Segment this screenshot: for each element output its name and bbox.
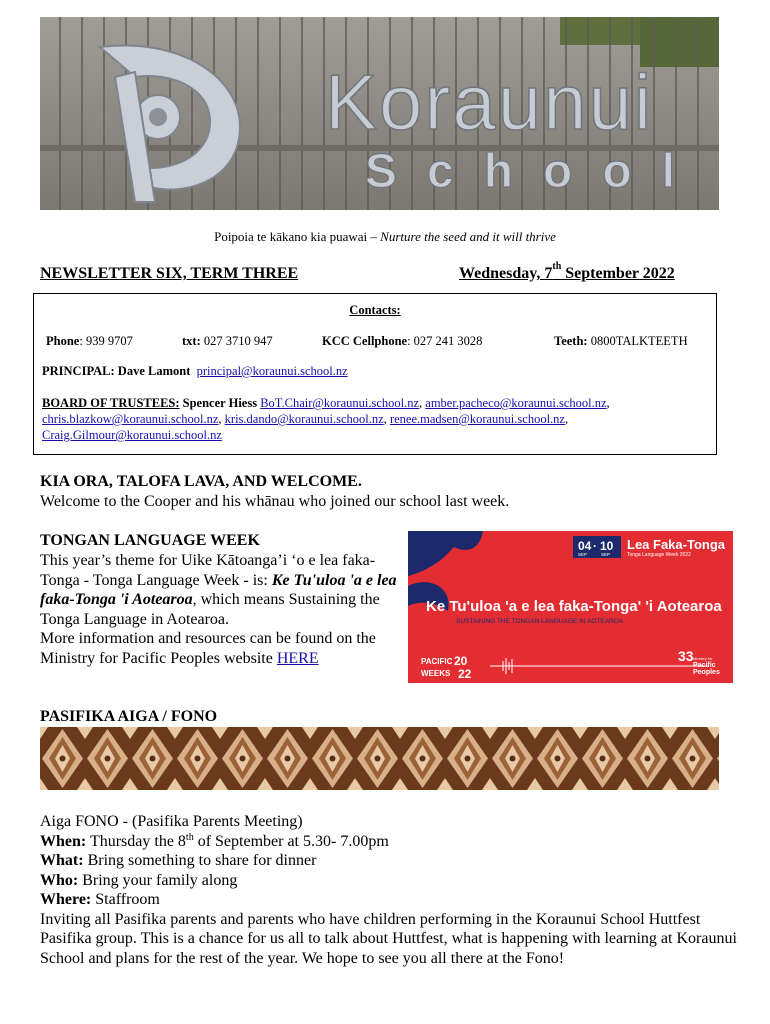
pacific-weeks-year-2: 22 xyxy=(458,667,472,681)
poster-month-start: SEP xyxy=(578,552,588,557)
fono-paragraph: Inviting all Pasifika parents and parents who have children performing in the Koraunui School Huttfest Pasifika group. This is a chance for us all to talk about Huttfest, what is happening with learning at Koraunui School and plans for the rest of the year. We hope to see you all there at the Fono! xyxy=(40,910,737,967)
kcc-label: KCC Cellphone xyxy=(322,334,408,348)
tongan-more-info: More information and resources can be found on the Ministry for Pacific Peoples website xyxy=(40,630,376,667)
fono-where xyxy=(40,890,740,910)
tongan-intro: This year’s theme for Uike Kātoanga’i ‘o e lea faka-Tonga - Tonga Language Week - is: xyxy=(40,552,376,589)
fono-intro: Aiga FONO - (Pasifika Parents Meeting) xyxy=(40,813,303,830)
ministry-text-3: Peoples xyxy=(693,669,720,676)
poster-subtitle: Tonga Language Week 2022 xyxy=(627,552,691,558)
ministry-text-1: Ministry for xyxy=(693,656,713,661)
when-value-part2: of September at 5.30- 7.00pm xyxy=(193,832,389,850)
principal-contact xyxy=(42,364,348,379)
ministry-logo-icon: 33 xyxy=(678,648,694,664)
date-superscript: th xyxy=(552,261,562,272)
poster-title: Lea Faka-Tonga xyxy=(627,537,726,552)
teeth-contact xyxy=(554,334,688,349)
date-suffix: September 2022 xyxy=(561,265,675,282)
motto-english: Nurture the seed and it will thrive xyxy=(380,229,556,244)
poster-main-text: Ke Tu'uloa 'a e lea faka-Tonga' 'i Aotearoa xyxy=(426,598,722,615)
when-label: When: xyxy=(40,832,87,850)
school-motto xyxy=(0,229,770,245)
board-email-link[interactable]: chris.blazkow@koraunui.school.nz xyxy=(42,412,219,426)
board-label: BOARD OF TRUSTEES: xyxy=(42,396,180,410)
fono-details xyxy=(40,812,740,968)
where-label: Where: xyxy=(40,891,92,908)
sign-text-school: School xyxy=(365,145,706,198)
svg-text:·: · xyxy=(593,539,597,553)
tonga-language-week-poster xyxy=(408,531,733,683)
poster-tagline: SUSTAINING THE TONGAN LANGUAGE IN AOTEAROA xyxy=(456,618,624,625)
welcome-heading: KIA ORA, TALOFA LAVA, AND WELCOME. xyxy=(40,473,362,490)
who-label: Who: xyxy=(40,871,79,889)
phone-label: Phone xyxy=(46,334,80,348)
board-of-trustees: BOARD OF TRUSTEES: Spencer Hiess BoT.Chair@koraunui.school.nz, amber.pacheco@koraunui.school.nz, chris.blazkow@koraunui.school.nz, kris.dando@koraunui.school.nz, renee.madsen@koraunui.school.nz, Craig.Gilmour@koraunui.school.nz xyxy=(42,396,610,442)
tongan-heading: TONGAN LANGUAGE WEEK xyxy=(40,532,260,549)
motto-maori: Poipoia te kākano kia puawai – xyxy=(214,229,381,244)
pacific-weeks-year-1: 20 xyxy=(454,654,468,668)
board-names: Spencer Hiess xyxy=(179,396,261,410)
tapa-pattern-image xyxy=(40,727,719,790)
what-label: What: xyxy=(40,852,84,869)
pacific-weeks-text-2: WEEKS xyxy=(421,669,451,678)
tongan-theme: Ke Tu'uloa 'a e lea faka-Tonga 'i Aotearoa xyxy=(40,571,397,608)
kcc-value: : 027 241 3028 xyxy=(407,334,483,348)
school-sign-photo xyxy=(40,17,719,210)
date-prefix: Wednesday, 7 xyxy=(459,265,553,282)
phone-contact xyxy=(46,334,133,349)
when-value-part1: Thursday the 8 xyxy=(86,832,186,850)
when-superscript: th xyxy=(185,831,194,843)
txt-label: txt: xyxy=(182,334,201,348)
board-email-link[interactable]: renee.madsen@koraunui.school.nz xyxy=(389,412,565,426)
principal-email-link[interactable]: principal@koraunui.school.nz xyxy=(196,364,348,378)
ministry-text-2: Pacific xyxy=(693,662,716,669)
where-value: Staffroom xyxy=(91,891,160,908)
sign-text-koraunui: Koraunui xyxy=(325,58,654,146)
board-email-link[interactable]: Craig.Gilmour@koraunui.school.nz xyxy=(42,428,222,442)
teeth-value: 0800TALKTEETH xyxy=(587,334,688,348)
board-email-link[interactable]: amber.pacheco@koraunui.school.nz xyxy=(425,396,607,410)
fono-what xyxy=(40,851,740,871)
principal-label: PRINCIPAL: Dave Lamont xyxy=(42,364,191,378)
here-link[interactable]: HERE xyxy=(276,649,319,667)
poster-date-end: 10 xyxy=(600,539,614,553)
fono-who xyxy=(40,871,740,891)
who-value: Bring your family along xyxy=(78,871,238,889)
teeth-label: Teeth: xyxy=(554,334,588,348)
pasifika-heading: PASIFIKA AIGA / FONO xyxy=(40,708,218,725)
board-email-link[interactable]: kris.dando@koraunui.school.nz xyxy=(224,412,384,426)
newsletter-date xyxy=(459,261,675,283)
board-email-link[interactable]: BoT.Chair@koraunui.school.nz xyxy=(260,396,420,410)
welcome-text: Welcome to the Cooper and his whānau who joined our school last week. xyxy=(40,493,510,510)
contacts-box xyxy=(33,293,717,455)
txt-value: 027 3710 947 xyxy=(200,334,273,348)
phone-value: : 939 9707 xyxy=(79,334,133,348)
tongan-meaning: , which means Sustaining the Tonga Language in Aotearoa. xyxy=(40,591,380,628)
kcc-contact xyxy=(322,334,482,349)
contacts-title: Contacts: xyxy=(349,303,401,317)
tongan-text xyxy=(40,551,398,668)
fono-when xyxy=(40,832,740,852)
txt-contact xyxy=(182,334,273,349)
poster-month-end: SEP xyxy=(601,552,611,557)
poster-date-start: 04 xyxy=(578,539,592,553)
newsletter-title: NEWSLETTER SIX, TERM THREE xyxy=(40,265,299,282)
pacific-weeks-text-1: PACIFIC xyxy=(421,657,453,666)
what-value: Bring something to share for dinner xyxy=(83,852,317,869)
